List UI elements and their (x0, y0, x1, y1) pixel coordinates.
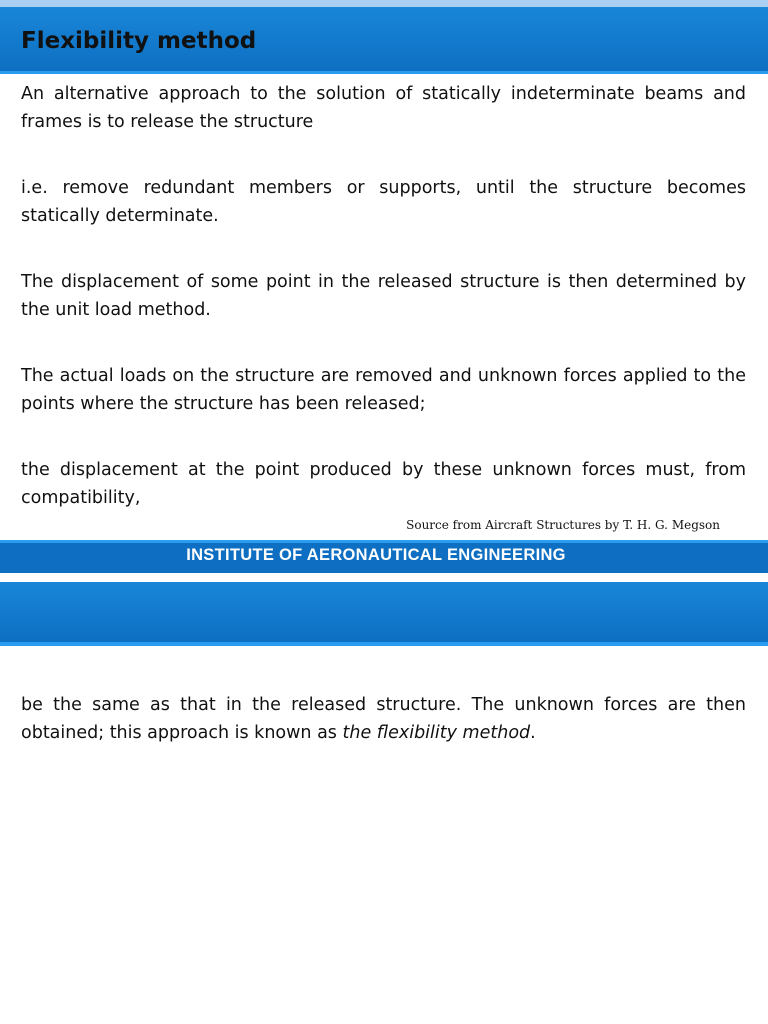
continued-text: be the same as that in the released structure. The unknown forces are then obtained; this approach is known as (21, 695, 746, 743)
slide-body (21, 80, 746, 550)
institute-name: INSTITUTE OF AERONAUTICAL ENGINEERING (186, 546, 566, 564)
period: . (530, 723, 536, 743)
emphasized-term: the flexibility method (342, 723, 531, 743)
paragraph: the displacement at the point produced by these unknown forces must, from compatibility, (21, 460, 746, 508)
source-citation: Source from Aircraft Structures by T. H. G. Megson (406, 518, 720, 532)
paragraph: The displacement of some point in the released structure is then determined by the unit load method. (21, 272, 746, 320)
slide-title: Flexibility method (21, 28, 257, 54)
continued-paragraph (21, 691, 746, 747)
top-strip (0, 0, 768, 7)
paragraph: The actual loads on the structure are removed and unknown forces applied to the points where the structure has been released; (21, 366, 746, 414)
paragraph: i.e. remove redundant members or supports, until the structure becomes statically determinate. (21, 178, 746, 226)
slide-2-header-bar (0, 582, 768, 646)
paragraph: An alternative approach to the solution of statically indeterminate beams and frames is to release the structure (21, 84, 746, 132)
